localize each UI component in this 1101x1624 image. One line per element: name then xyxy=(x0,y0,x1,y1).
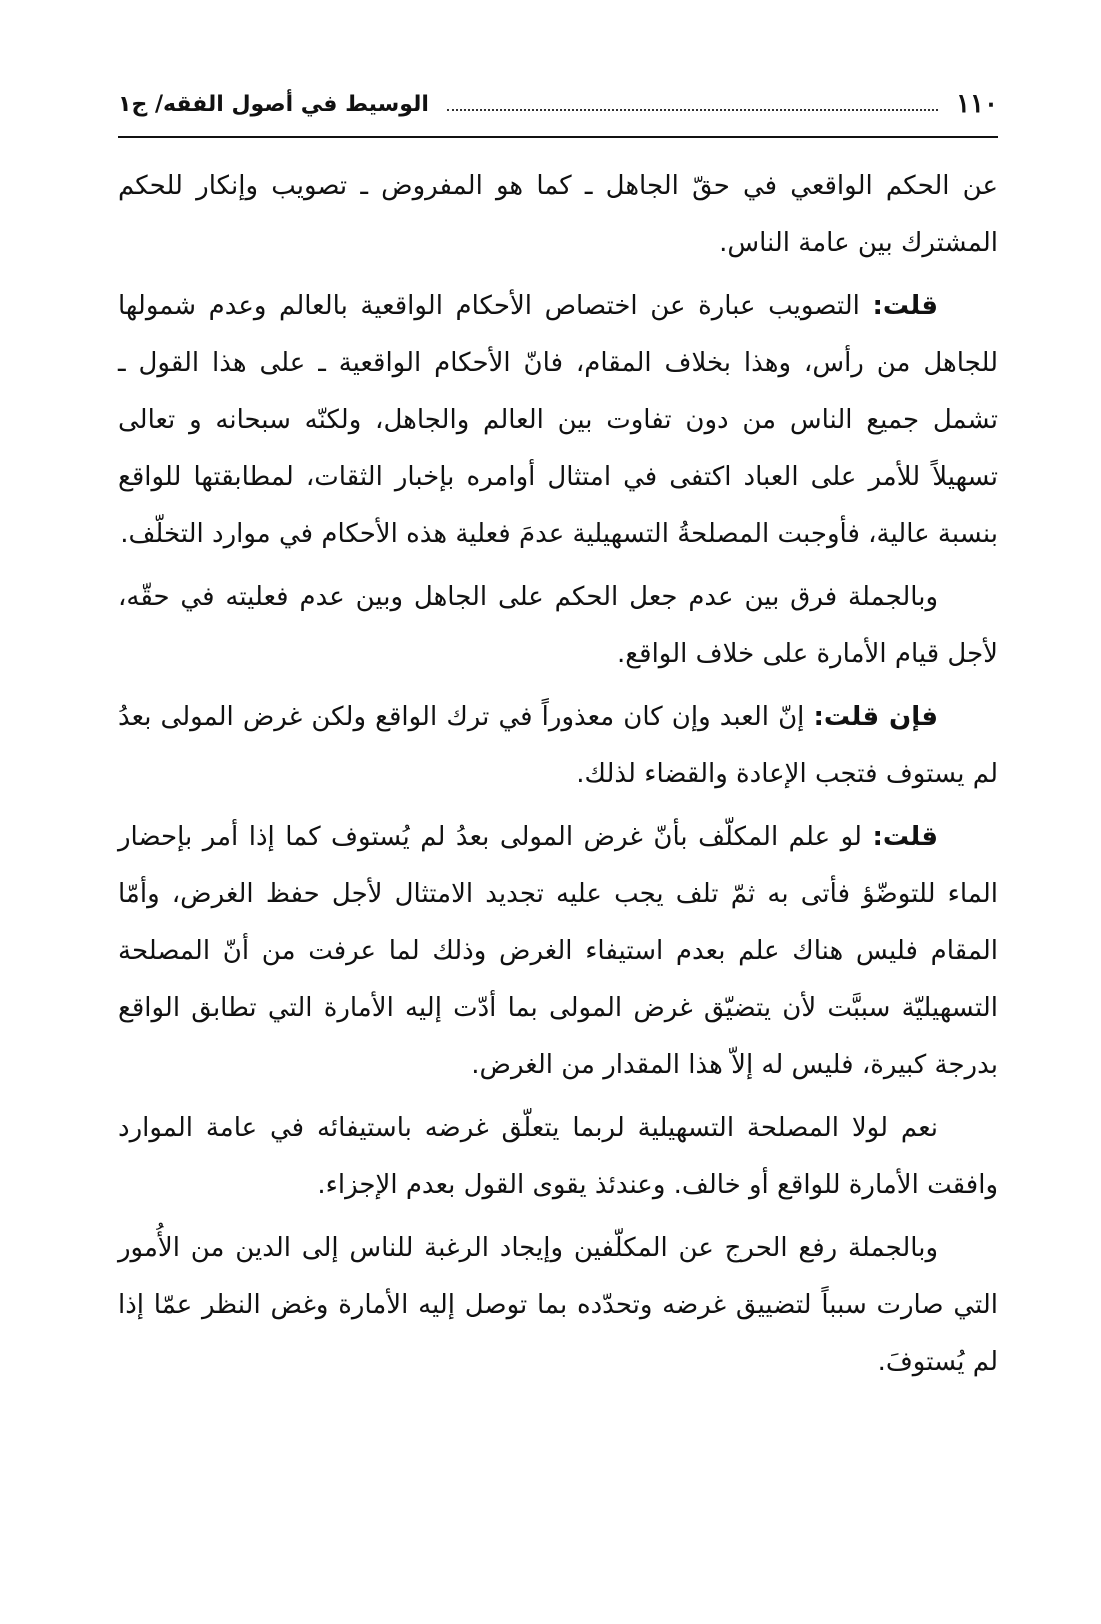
paragraph-lead: قلت: xyxy=(872,291,938,321)
body-text xyxy=(118,158,998,1397)
page-header xyxy=(118,82,998,126)
paragraph xyxy=(118,278,998,563)
header-divider xyxy=(118,136,998,138)
paragraph xyxy=(118,689,998,803)
paragraph xyxy=(118,1100,998,1214)
paragraph xyxy=(118,809,998,1094)
paragraph-lead: قلت: xyxy=(872,822,938,852)
paragraph xyxy=(118,158,998,272)
paragraph-text: وبالجملة رفع الحرج عن المكلّفين وإيجاد الرغبة للناس إلى الدين من الأُمور التي صارت سبباً لتضييق غرضه وتحدّده بما توصل إليه الأمارة وغض النظر عمّا إذا لم يُستوفَ. xyxy=(118,1233,998,1377)
paragraph-text: عن الحكم الواقعي في حقّ الجاهل ـ كما هو المفروض ـ تصويب وإنكار للحكم المشترك بين عامة الناس. xyxy=(118,171,998,258)
paragraph-text: نعم لولا المصلحة التسهيلية لربما يتعلّق غرضه باستيفائه في عامة الموارد وافقت الأمارة للواقع أو خالف. وعندئذ يقوى القول بعدم الإجزاء. xyxy=(118,1113,998,1200)
paragraph-text: التصويب عبارة عن اختصاص الأحكام الواقعية بالعالم وعدم شمولها للجاهل من رأس، وهذا بخلاف المقام، فانّ الأحكام الواقعية ـ على هذا القول ـ تشمل جميع الناس من دون تفاوت بين العالم والجاهل، ولكنّه سبحانه و تعالى تسهيلاً للأمر على العباد اكتفى في امتثال أوامره بإخبار الثقات، لمطابقتها للواقع بنسبة عالية، فأوجبت المصلحةُ التسهيلية عدمَ فعلية هذه الأحكام في موارد التخلّف. xyxy=(118,291,998,549)
paragraph-text: إنّ العبد وإن كان معذوراً في ترك الواقع ولكن غرض المولى بعدُ لم يستوف فتجب الإعادة والقضاء لذلك. xyxy=(118,702,998,789)
page-number: ١١٠ xyxy=(956,89,998,119)
header-dot-leader xyxy=(447,109,938,111)
paragraph xyxy=(118,569,998,683)
paragraph-lead: فإن قلت: xyxy=(813,702,938,732)
running-title: الوسيط في أصول الفقه/ ج١ xyxy=(118,91,429,117)
paragraph-text: لو علم المكلّف بأنّ غرض المولى بعدُ لم يُستوف كما إذا أمر بإحضار الماء للتوضّؤ فأتى به ثمّ تلف يجب عليه تجديد الامتثال لأجل حفظ الغرض، وأمّا المقام فليس هناك علم بعدم استيفاء الغرض وذلك لما عرفت من أنّ المصلحة التسهيليّة سببَّت لأن يتضيّق غرض المولى بما أدّت إليه الأمارة التي تطابق الواقع بدرجة كبيرة، فليس له إلاّ هذا المقدار من الغرض. xyxy=(118,822,998,1080)
paragraph-text: وبالجملة فرق بين عدم جعل الحكم على الجاهل وبين عدم فعليته في حقّه، لأجل قيام الأمارة على خلاف الواقع. xyxy=(118,582,998,669)
paragraph xyxy=(118,1220,998,1391)
